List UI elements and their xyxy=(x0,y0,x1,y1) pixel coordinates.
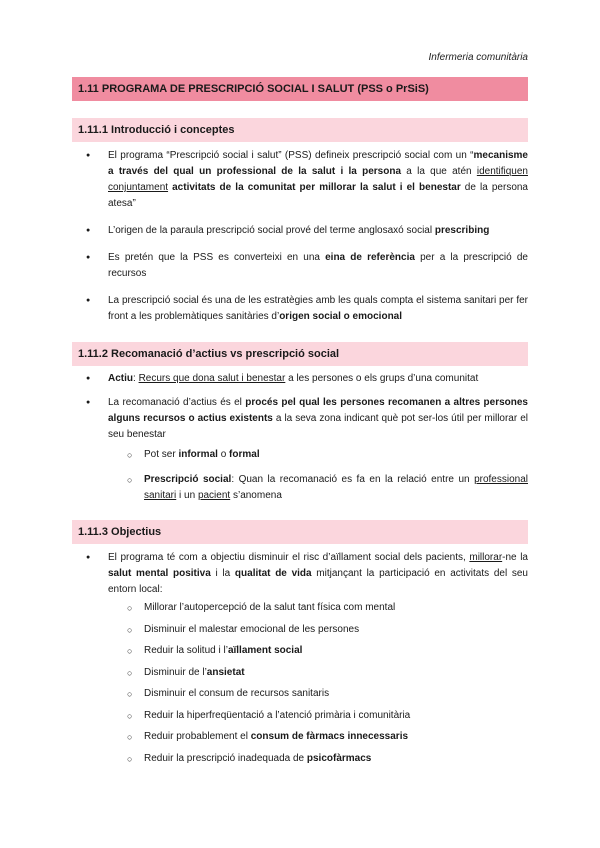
sub-list-item xyxy=(72,622,528,638)
text-run: a les persones o els grups d’una comunitat xyxy=(285,373,479,384)
text-run: Millorar l’autopercepció de la salut tant física com mental xyxy=(144,602,396,613)
text-run: informal xyxy=(178,449,218,460)
text-run: consum de fàrmacs innecessaris xyxy=(250,731,409,742)
text-run: El programa “Prescripció social i salut” (PSS) defineix prescripció social com un “ xyxy=(108,150,474,161)
text-run: salut mental positiva xyxy=(108,568,211,579)
text-run: El programa té com a objectiu disminuir el risc d’aïllament social dels pacients, xyxy=(108,552,470,563)
sub-list-item xyxy=(72,643,528,659)
text-run: aïllament social xyxy=(227,645,303,656)
text-run: per a la prescripció de recursos xyxy=(108,252,528,279)
text-run: i un xyxy=(176,490,198,501)
text-run: Disminuir el consum de recursos sanitaris xyxy=(144,688,330,699)
text-run: identifiquen conjuntament xyxy=(108,166,528,193)
text-run: Reduir la solitud i l’ xyxy=(144,645,228,656)
text-run: ansietat xyxy=(206,666,245,678)
text-run: Prescripció social xyxy=(144,474,232,485)
list-item xyxy=(72,223,528,239)
sub-list-item xyxy=(72,600,528,616)
text-run: : Quan la recomanació es fa en la relació entre un xyxy=(231,474,475,485)
text-run: La recomanació d’actius és el xyxy=(108,397,246,408)
chapter-title xyxy=(72,77,528,101)
text-run: psicofàrmacs xyxy=(306,752,372,764)
section-title-intro: 1.11.1 Introducció i conceptes xyxy=(78,124,235,136)
section-heading-objectius xyxy=(72,520,528,544)
text-run: Disminuir el malestar emocional de les persones xyxy=(144,623,360,635)
text-run: Recurs que dona salut i benestar xyxy=(138,373,286,384)
list-item xyxy=(72,395,528,443)
text-run: millorar xyxy=(469,552,503,563)
sub-list-item xyxy=(72,686,528,702)
text-run: i la xyxy=(210,568,235,579)
text-run: a la que atén xyxy=(401,166,477,177)
text-run: prescribing xyxy=(434,225,490,236)
text-run: procés pel qual les persones recomanen a altres persones alguns recursos o actius existents xyxy=(108,397,528,424)
text-run: -ne la xyxy=(502,552,528,563)
recomanacio-list xyxy=(72,371,528,504)
text-run: pacient xyxy=(197,490,231,501)
list-item xyxy=(72,371,528,387)
section-title-objectius: 1.11.3 Objectius xyxy=(78,526,162,538)
text-run: origen social o emocional xyxy=(279,311,403,322)
text-run: activitats de la comunitat per millorar la salut i el benestar xyxy=(172,182,461,193)
sub-list-item xyxy=(72,729,528,745)
sub-list-item xyxy=(72,751,528,767)
intro-list xyxy=(72,148,528,325)
list-item xyxy=(72,550,528,598)
text-run: s’anomena xyxy=(230,490,282,501)
text-run: Reduir la prescripció inadequada de xyxy=(144,752,307,764)
sub-list-item xyxy=(72,447,528,463)
text-run: a la seva zona indicant què pot ser-los útil per millorar el seu benestar xyxy=(108,413,528,440)
section-title-recomanacio: 1.11.2 Recomanació d’actius vs prescripció social xyxy=(78,348,340,360)
text-run: : xyxy=(133,373,139,384)
text-run: qualitat de vida xyxy=(234,568,312,579)
objectius-list xyxy=(72,550,528,767)
list-item xyxy=(72,148,528,212)
sub-list-item xyxy=(72,665,528,681)
text-run: Reduir probablement el xyxy=(144,731,251,742)
text-run: o xyxy=(217,449,230,460)
list-item xyxy=(72,293,528,325)
chapter-title-text: 1.11 PROGRAMA DE PRESCRIPCIÓ SOCIAL I SALUT (PSS o PrSiS) xyxy=(78,83,429,95)
text-run: mitjançant la participació en activitats del seu entorn local: xyxy=(108,568,528,595)
list-item xyxy=(72,250,528,282)
text-run: formal xyxy=(229,449,260,460)
sub-list-item xyxy=(72,708,528,724)
text-run: Reduir la hiperfreqüentació a l’atenció primària i comunitària xyxy=(144,709,411,721)
text-run: professional sanitari xyxy=(144,474,528,501)
section-heading-intro xyxy=(72,118,528,142)
text-run: Pot ser xyxy=(144,449,179,460)
text-run: eina de referència xyxy=(325,252,415,263)
text-run: L’origen de la paraula prescripció social prové del terme anglosaxó social xyxy=(108,225,435,236)
sub-list-item xyxy=(72,472,528,504)
running-header: Infermeria comunitària xyxy=(428,52,528,63)
text-run: mecanisme a través del qual un professional de la salut i la persona xyxy=(108,150,528,177)
text-run: Es pretén que la PSS es converteixi en una xyxy=(108,252,326,263)
section-heading-recomanacio xyxy=(72,342,528,366)
text-run: Actiu xyxy=(108,373,133,384)
text-run: Disminuir de l’ xyxy=(144,666,207,678)
text-run: de la persona atesa” xyxy=(108,182,528,209)
text-run: La prescripció social és una de les estratègies amb les quals compta el sistema sanitari per fer front a les problemàtiques sanitàries d’ xyxy=(108,295,528,322)
